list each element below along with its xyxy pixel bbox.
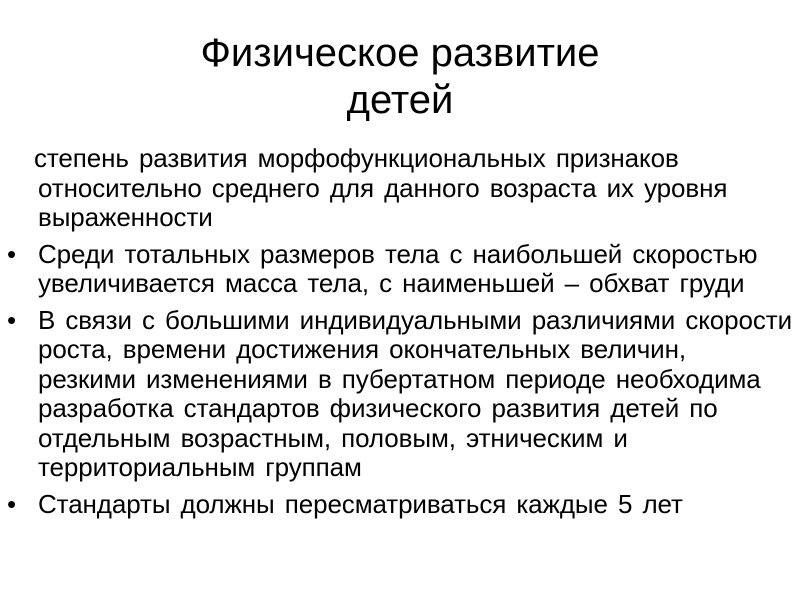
slide-title-line-1: Физическое развитие xyxy=(200,31,600,75)
bullet-item xyxy=(0,240,800,299)
bullet-text: В связи с большими индивидуальными различиями скорости роста, времени достижения окончательных величин, резкими изменениями в пубертатном периоде необходима разработка стандартов физического развития детей по отдельным возрастным, половым, этническим и территориальным группам xyxy=(38,304,792,482)
bullet-text: Стандарты должны пересматриваться каждые 5 лет xyxy=(38,488,683,519)
bullet-item xyxy=(0,306,800,483)
bullet-marker: • xyxy=(7,304,17,335)
slide-body xyxy=(0,144,800,526)
bullet-marker: • xyxy=(7,488,17,519)
bullet-marker: • xyxy=(7,238,17,269)
slide-title-line-2: детей xyxy=(346,78,454,122)
slide-title xyxy=(0,30,800,124)
intro-text: степень развития морфофункциональных признаков относительно среднего для данного возраста их уровня выраженности xyxy=(34,143,728,232)
bullet-text: Среди тотальных размеров тела с наибольшей скоростью увеличивается масса тела, с наименьшей – обхват груди xyxy=(38,238,758,298)
bullet-item xyxy=(0,490,800,520)
